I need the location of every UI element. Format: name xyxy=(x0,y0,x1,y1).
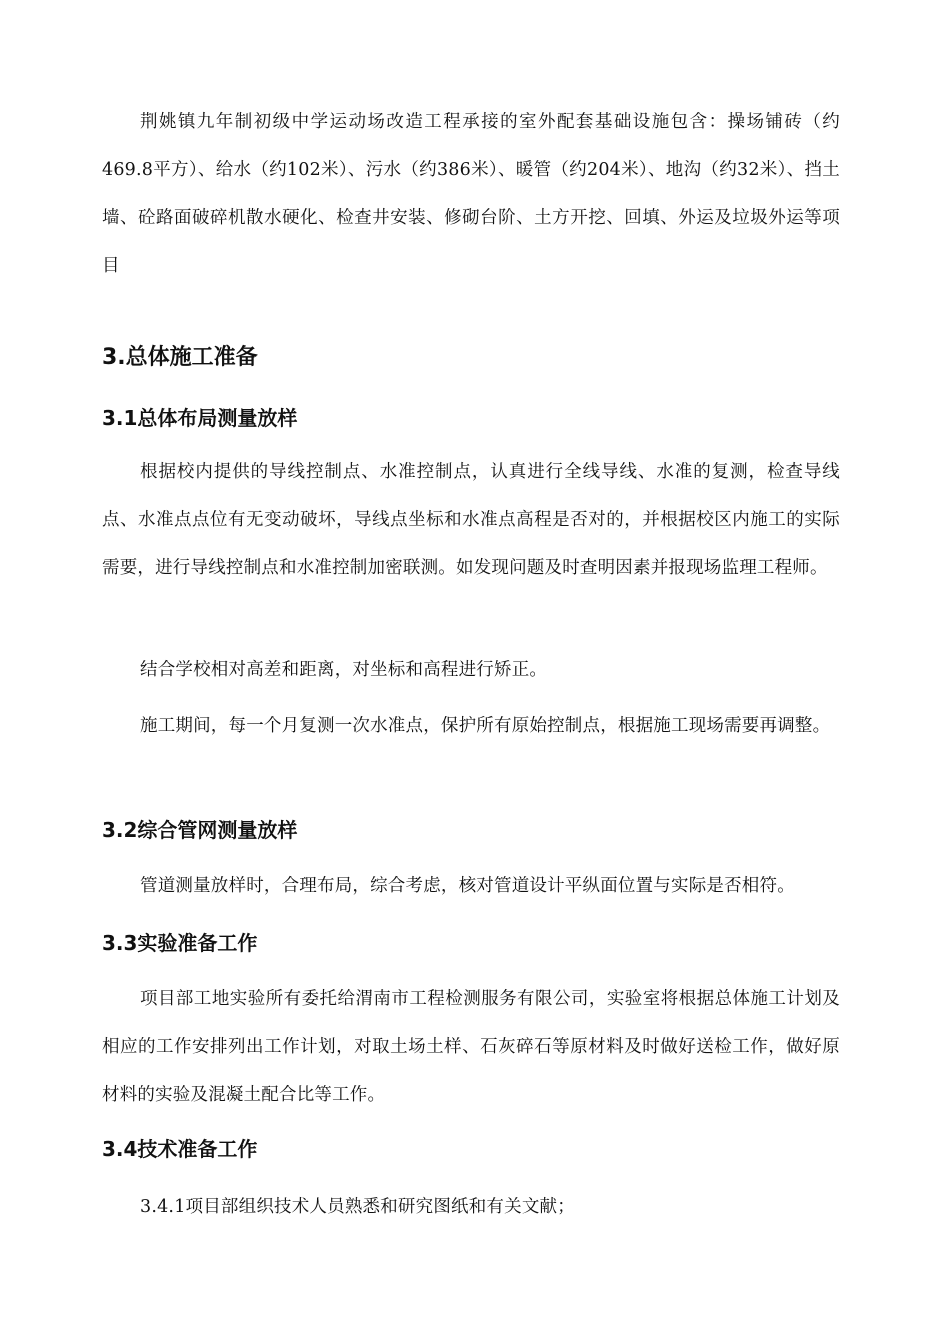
section-3-heading: 3.总体施工准备 xyxy=(102,345,258,370)
section-3-1-paragraph-2: 结合学校相对高差和距离，对坐标和高程进行矫正。 xyxy=(140,660,548,680)
section-3-2-paragraph: 管道测量放样时，合理布局，综合考虑，核对管道设计平纵面位置与实际是否相符。 xyxy=(140,876,795,896)
section-3-3-paragraph: 项目部工地实验所有委托给渭南市工程检测服务有限公司，实验室将根据总体施工计划及相应的工作安排列出工作计划，对取土场土样、石灰碎石等原材料及时做好送检工作，做好原材料的实验及混凝土配合比等工作。 xyxy=(102,989,840,1105)
section-3-1-paragraph-1: 根据校内提供的导线控制点、水准控制点，认真进行全线导线、水准的复测，检查导线点、水准点点位有无变动破坏，导线点坐标和水准点高程是否对的，并根据校区内施工的实际需要，进行导线控制点和水准控制加密联测。如发现问题及时查明因素并报现场监理工程师。 xyxy=(102,462,840,578)
section-3-3-heading: 3.3实验准备工作 xyxy=(102,931,258,955)
section-3-2-heading: 3.2综合管网测量放样 xyxy=(102,818,298,842)
section-3-4-heading: 3.4技术准备工作 xyxy=(102,1137,258,1161)
section-3-1-paragraph-3: 施工期间，每一个月复测一次水准点，保护所有原始控制点，根据施工现场需要再调整。 xyxy=(140,716,831,736)
section-3-1-heading: 3.1总体布局测量放样 xyxy=(102,406,298,430)
section-3-4-item-1: 3.4.1项目部组织技术人员熟悉和研究图纸和有关文献； xyxy=(140,1197,575,1217)
intro-paragraph: 荆姚镇九年制初级中学运动场改造工程承接的室外配套基础设施包含：操场铺砖（约469.8平方）、给水（约102米）、污水（约386米）、暖管（约204米）、地沟（约32米）、挡土墙、砼路面破碎机散水硬化、检查井安装、修砌台阶、土方开挖、回填、外运及垃圾外运等项目 xyxy=(102,112,840,276)
